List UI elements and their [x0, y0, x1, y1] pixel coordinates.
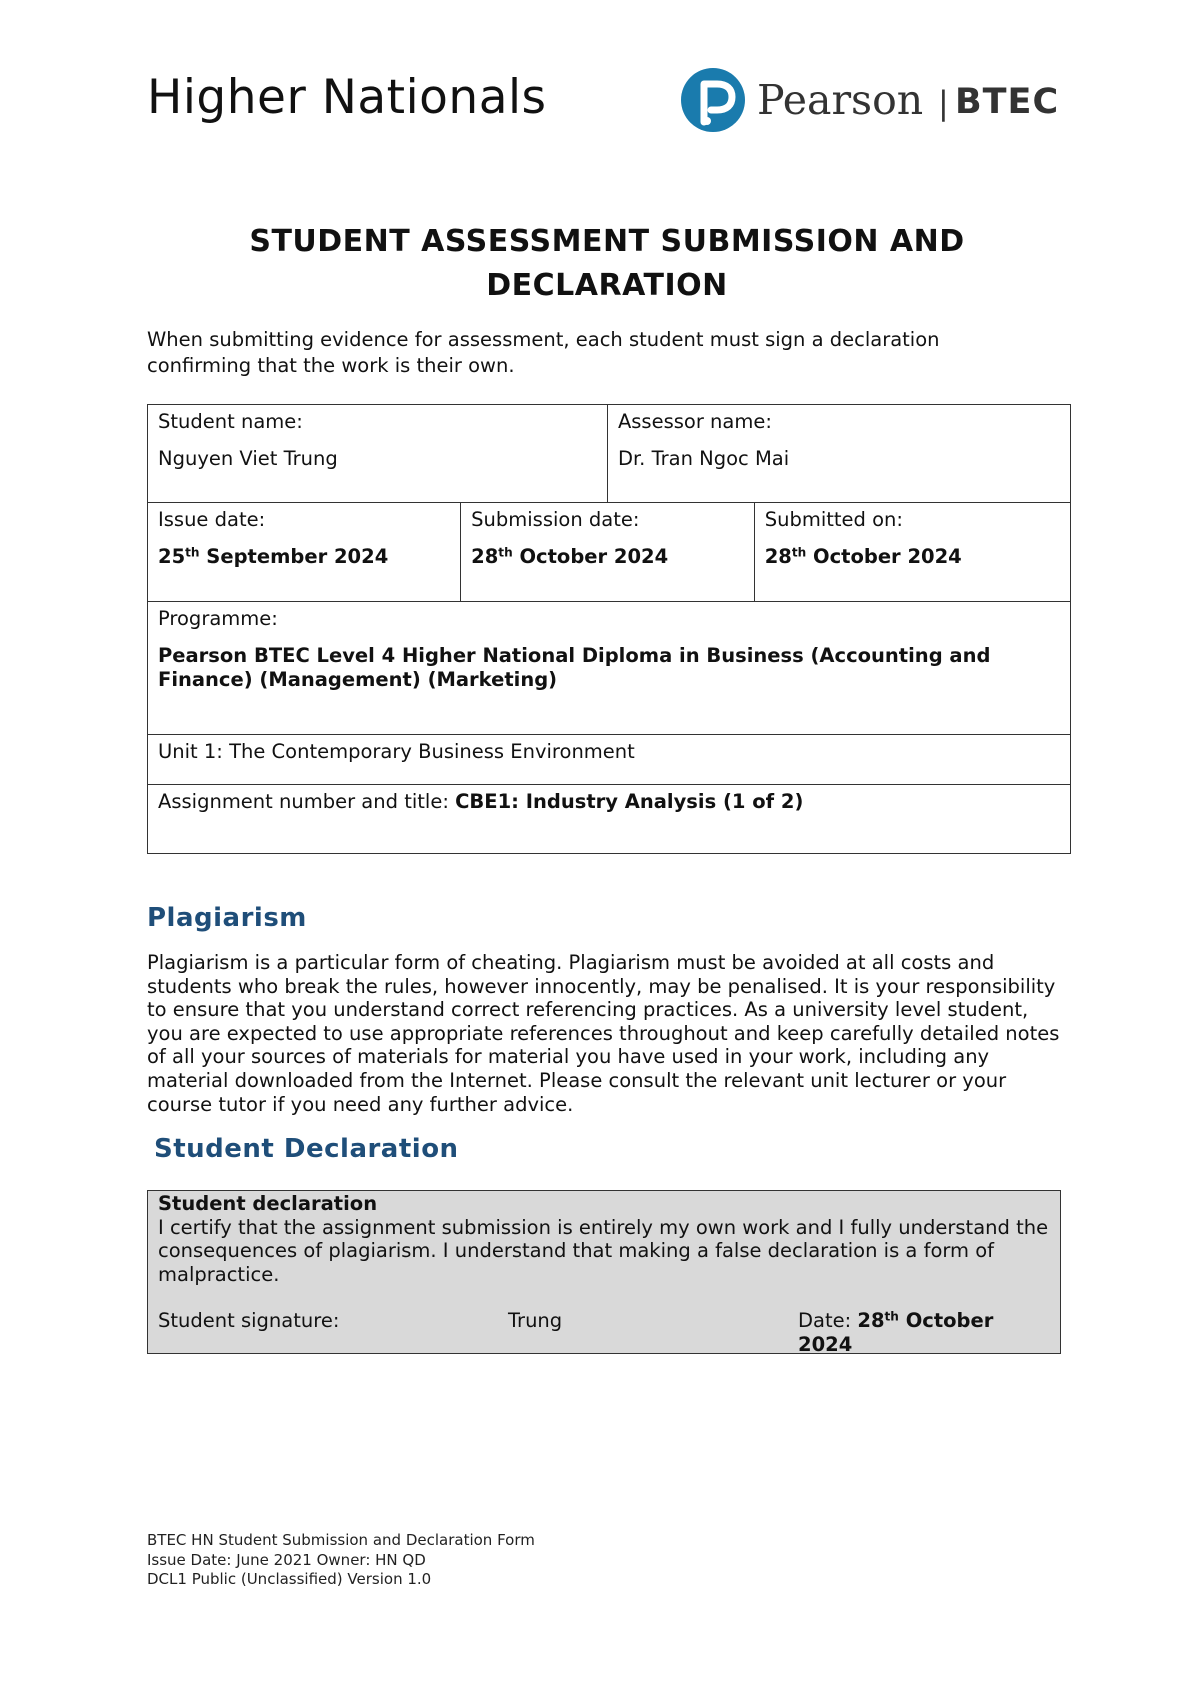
issue-date-label: Issue date: — [158, 508, 266, 531]
assignment-row — [158, 785, 1060, 813]
submitted-on-label: Submitted on: — [764, 508, 903, 531]
plagiarism-heading: Plagiarism — [147, 903, 307, 933]
student-name-cell — [148, 405, 608, 503]
assignment-cell — [148, 785, 1071, 854]
higher-nationals-title: Higher Nationals — [147, 70, 547, 125]
footer-line: BTEC HN Student Submission and Declaration Form — [147, 1531, 535, 1549]
intro-text: When submitting evidence for assessment, each student must sign a declaration confirming that the work is their own. — [147, 328, 940, 377]
document-title-line1: STUDENT ASSESSMENT SUBMISSION AND — [249, 224, 965, 259]
declaration-date-label: Date: — [798, 1309, 858, 1333]
submitted-on-value: 28th October 2024 — [764, 545, 962, 568]
assignment-title: CBE1: Industry Analysis (1 of 2) — [455, 790, 804, 813]
submission-date-label: Submission date: — [471, 508, 640, 531]
submission-date-value: 28th October 2024 — [471, 545, 669, 568]
document-title — [147, 220, 1067, 308]
signature-label: Student signature: — [158, 1309, 340, 1333]
assessor-name-label: Assessor name: — [617, 410, 772, 433]
submitted-on-cell — [754, 503, 1070, 602]
submission-info-table — [147, 404, 1071, 854]
signature-value: Trung — [508, 1309, 563, 1333]
pearson-wordmark: Pearson — [757, 76, 924, 124]
table-row — [148, 503, 1071, 602]
student-name-label: Student name: — [158, 410, 303, 433]
table-row — [148, 785, 1071, 854]
declaration-box-title: Student declaration — [158, 1192, 378, 1215]
declaration-box — [147, 1190, 1061, 1354]
assessor-name-cell — [607, 405, 1070, 503]
unit-value: Unit 1: The Contemporary Business Environment — [158, 740, 635, 763]
document-title-line2: DECLARATION — [486, 268, 728, 303]
programme-value: Pearson BTEC Level 4 Higher National Diploma in Business (Accounting and Finance) (Management) (Marketing) — [158, 644, 991, 691]
signature-row — [158, 1309, 1050, 1356]
issue-date-value: 25th September 2024 — [158, 545, 389, 568]
footer-line: DCL1 Public (Unclassified) Version 1.0 — [147, 1570, 432, 1588]
issue-date-cell — [148, 503, 461, 602]
student-declaration-heading: Student Declaration — [154, 1134, 459, 1164]
student-name-value: Nguyen Viet Trung — [158, 447, 338, 470]
footer-line: Issue Date: June 2021 Owner: HN QD — [147, 1550, 426, 1569]
unit-cell — [148, 735, 1071, 785]
declaration-date-value: 28th October 2024 — [798, 1309, 994, 1356]
programme-label: Programme: — [158, 607, 278, 630]
table-row — [148, 405, 1071, 503]
programme-cell — [148, 602, 1071, 735]
assignment-label: Assignment number and title: — [158, 790, 456, 813]
assessor-name-value: Dr. Tran Ngoc Mai — [617, 447, 790, 470]
pearson-btec-logo — [680, 64, 1060, 140]
declaration-text: I certify that the assignment submission is entirely my own work and I fully understand the consequences of plagiarism. I understand that making a false declaration is a form of malpractice. — [158, 1215, 1049, 1286]
declaration-date — [798, 1309, 1050, 1356]
page-footer — [147, 1531, 535, 1590]
pearson-p-logo-icon — [680, 64, 746, 136]
table-row — [148, 602, 1071, 735]
plagiarism-text: Plagiarism is a particular form of cheating. Plagiarism must be avoided at all costs and students who break the rules, however innocently, may be penalised. It is your responsibility to ensure that you understand correct referencing practices. As a university level student, you are expected to use appropriate references throughout and keep carefully detailed notes of all your sources of materials for material you have used in your work, including any material downloaded from the Internet. Please consult the relevant unit lecturer or your course tutor if you need any further advice. — [147, 951, 1060, 1116]
submission-date-cell — [461, 503, 755, 602]
table-row — [148, 735, 1071, 785]
btec-wordmark: BTEC — [955, 82, 1060, 122]
logo-separator: | — [938, 84, 949, 122]
